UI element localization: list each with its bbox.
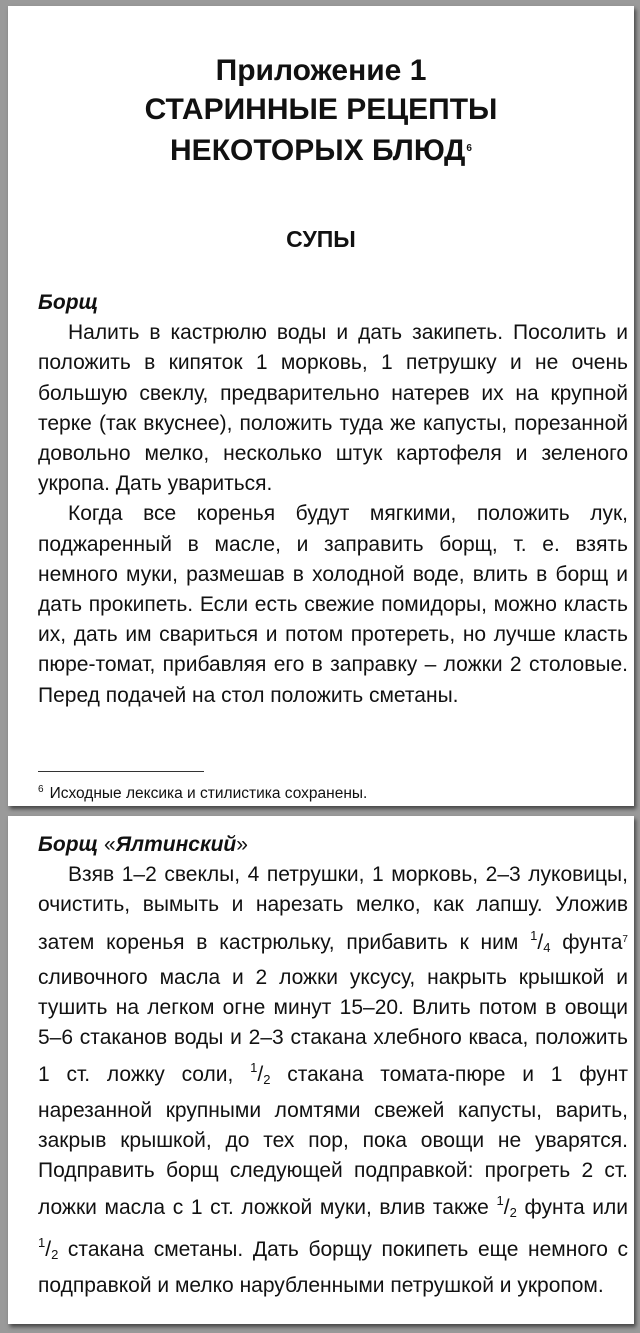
text-segment-5: фунта или <box>516 1196 628 1220</box>
text-segment-1: Взяв 1–2 свеклы, 4 петрушки, 1 морковь, 2–3 луковицы, очистить, вымыть и нарезать мелко, как лапшу. Уложив затем коренья в кастрюльку, прибавить к ним <box>38 863 628 954</box>
recipe-title <box>38 830 628 860</box>
fraction-denominator: 2 <box>263 1072 271 1088</box>
recipe-borscht <box>38 288 628 711</box>
page-2 <box>8 816 634 1324</box>
fraction-numerator: 1 <box>496 1193 504 1209</box>
text-segment-3: сливочного масла и 2 ложки уксусу, накрыть крышкой и тушить на легком огне минут 15–20. Влить потом в овощи 5–6 стаканов воды и 2–3 стакана хлебного кваса, положить 1 ст. ложку соли, <box>38 965 628 1087</box>
footnote-text: Исходные лексика и стилистика сохранены. <box>49 785 368 802</box>
fraction-denominator: 2 <box>51 1247 59 1263</box>
recipe-paragraph <box>38 860 628 1301</box>
footnote <box>38 780 367 804</box>
title-line-3 <box>8 129 634 170</box>
recipe-yalta-borscht <box>38 830 628 1301</box>
fraction-numerator: 1 <box>530 927 538 943</box>
recipe-paragraph-1: Налить в кастрюлю воды и дать закипеть. Посолить и положить в кипяток 1 морковь, 1 петрушку и не очень большую свеклу, предварительно натерев их на крупной терке (так вкуснее), положить туда же капусты, порезанной довольно мелко, несколько штук картофеля и зеленого укропа. Дать увариться. <box>38 321 628 496</box>
fraction-half: $^1/_2$ <box>38 1235 59 1263</box>
title-line-3-text: НЕКОТОРЫХ БЛЮД <box>170 134 466 167</box>
fraction-denominator: 2 <box>509 1205 517 1221</box>
quote-open: « <box>104 833 116 856</box>
text-segment-2: фунта <box>550 930 623 954</box>
fraction-numerator: 1 <box>250 1060 258 1076</box>
fraction-quarter: $^1/_4$ <box>530 927 551 955</box>
title-footnote-mark: 6 <box>466 143 472 154</box>
text-segment-6: стакана сметаны. Дать борщу покипеть еще немного с подправкой и мелко нарубленными петрушкой и укропом. <box>38 1238 628 1297</box>
fraction-denominator: 4 <box>543 939 551 955</box>
recipe-title-name: Ялтинский <box>115 833 237 856</box>
title-line-1: Приложение 1 <box>215 54 427 87</box>
fraction-half: $^1/_2$ <box>496 1193 517 1221</box>
section-heading: СУПЫ <box>286 226 356 252</box>
recipe-paragraph-2: Когда все коренья будут мягкими, положить лук, поджаренный в масле, и заправить борщ, т. е. взять немного муки, размешав в холодной воде, влить в борщ и дать прокипеть. Если есть свежие помидоры, можно класть их, дать им свариться и потом протереть, но лучше класть пюре-томат, прибавляя его в заправку – ложки 2 столовые. Перед подачей на стол положить сметаны. <box>38 502 628 707</box>
fraction-half: $^1/_2$ <box>250 1060 271 1088</box>
appendix-title <box>8 51 634 170</box>
footnote-divider <box>38 771 204 772</box>
recipe-title-word: Борщ <box>38 833 99 856</box>
footnote-ref-7: 7 <box>622 933 628 945</box>
quote-close: » <box>236 833 248 856</box>
page-1 <box>8 6 634 806</box>
fraction-numerator: 1 <box>38 1235 46 1251</box>
text-segment-4: стакана томата-пюре и 1 фунт нарезанной крупными ломтями свежей капусты, варить, закрыв крышкой, до тех пор, пока овощи не уварятся. Подправить борщ следующей подправкой: прогреть 2 ст. ложки масла с 1 ст. ложкой муки, влив также <box>38 1063 628 1220</box>
title-line-2: СТАРИННЫЕ РЕЦЕПТЫ <box>144 93 498 126</box>
footnote-number: 6 <box>38 784 44 795</box>
recipe-title: Борщ <box>38 291 99 314</box>
